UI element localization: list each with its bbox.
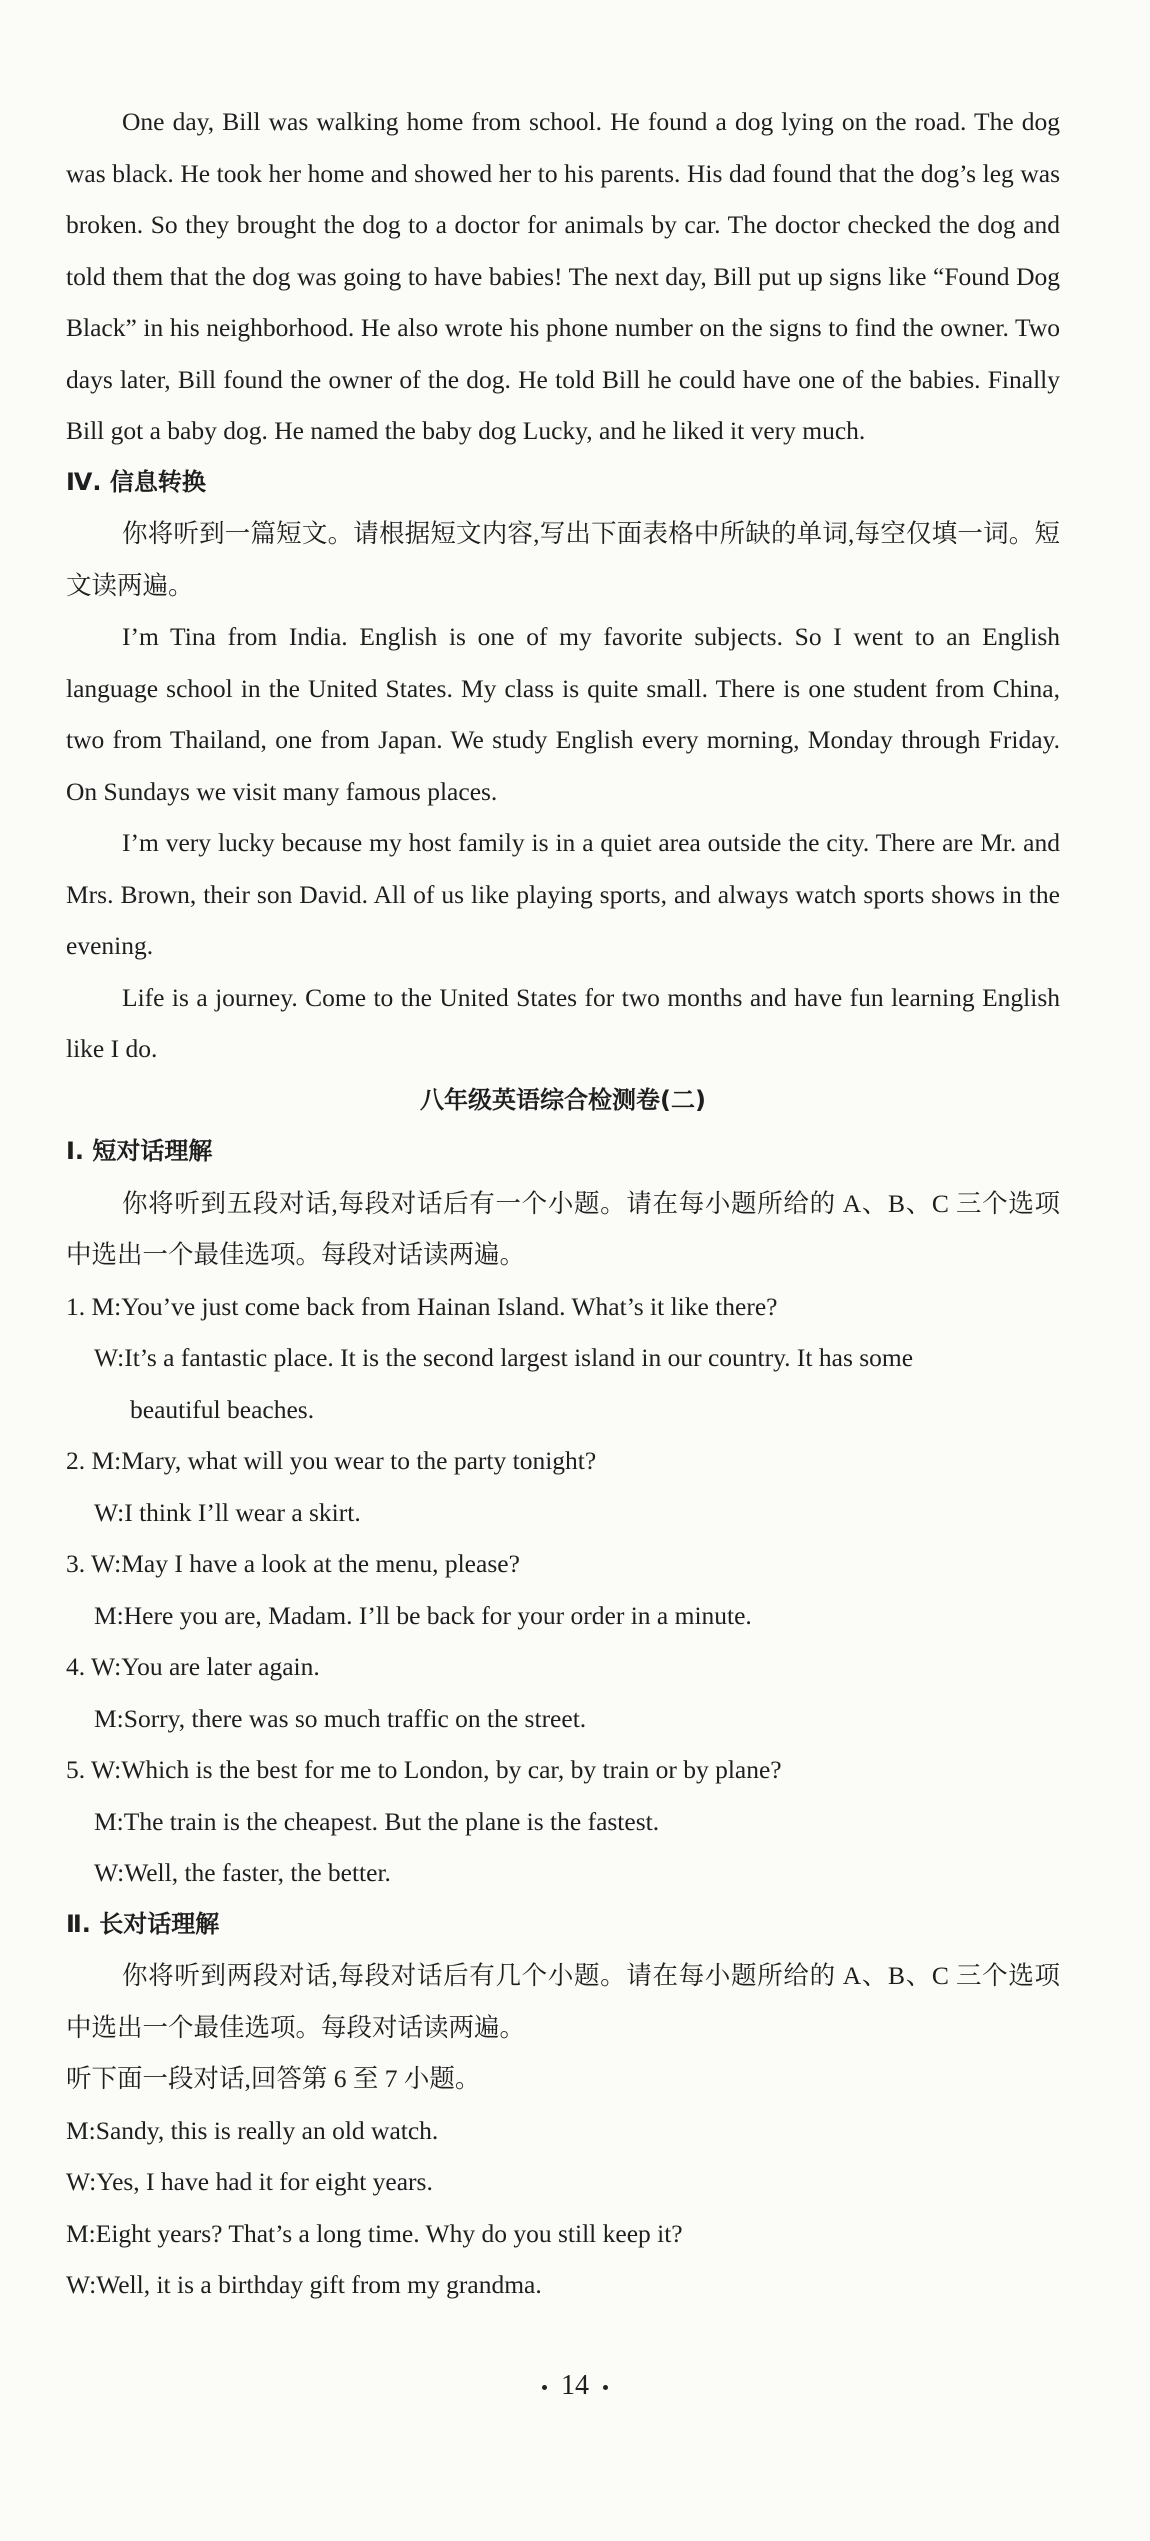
- section-4-instruction: 你将听到一篇短文。请根据短文内容,写出下面表格中所缺的单词,每空仅填一词。短文读两遍。: [66, 519, 1060, 600]
- dialogue-line: W:I think I’ll wear a skirt.: [94, 1497, 361, 1527]
- dialogue-line: W:Well, the faster, the better.: [94, 1858, 391, 1887]
- dialogue-line: W:Yes, I have had it for eight years.: [66, 2167, 433, 2196]
- content-column: [66, 96, 1060, 2311]
- section-2-instruction: 你将听到两段对话,每段对话后有几个小题。请在每小题所给的 A、B、C 三个选项中选出一个最佳选项。每段对话读两遍。: [66, 1961, 1060, 2042]
- dialogue-line: W:Well, it is a birthday gift from my grandma.: [66, 2270, 542, 2299]
- bullet-icon: [542, 2385, 547, 2390]
- dialogue-line: 3. W:May I have a look at the menu, please?: [66, 1549, 520, 1578]
- dialogue-line: M:The train is the cheapest. But the plane is the fastest.: [94, 1806, 660, 1836]
- dialogue-line: M:Sandy, this is really an old watch.: [66, 2115, 439, 2145]
- passage-bill: One day, Bill was walking home from school. He found a dog lying on the road. The dog was black. He took her home and showed her to his parents. His dad found that the dog’s leg was broken. So they brought the dog to a doctor for animals by car. The doctor checked the dog and told them that the dog was going to have babies! The next day, Bill put up signs like “Found Dog Black” in his neighborhood. He also wrote his phone number on the signs to find the owner. Two days later, Bill found the owner of the dog. He told Bill he could have one of the babies. Finally Bill got a baby dog. He named the baby dog Lucky, and he liked it very much.: [66, 107, 1060, 445]
- dialogue-line: M:Eight years? That’s a long time. Why do you still keep it?: [66, 2218, 683, 2248]
- bullet-icon: [603, 2385, 608, 2390]
- page-footer: [0, 2370, 1150, 2402]
- section-1-heading: Ⅰ. 短对话理解: [66, 1137, 213, 1165]
- section-2-heading: Ⅱ. 长对话理解: [66, 1909, 220, 1938]
- tina-paragraph: I’m very lucky because my host family is in a quiet area outside the city. There are Mr. and Mrs. Brown, their son David. All of us like playing sports, and always watch sports shows in the evening.: [66, 828, 1060, 960]
- tina-paragraph: I’m Tina from India. English is one of my favorite subjects. So I went to an English language school in the United States. My class is quite small. There is one student from China, two from Thailand, one from Japan. We study English every morning, Monday through Friday. On Sundays we visit many famous places.: [66, 622, 1060, 806]
- dialogue-line: 5. W:Which is the best for me to London, by car, by train or by plane?: [66, 1755, 782, 1784]
- dialogue-line: W:It’s a fantastic place. It is the second largest island in our country. It has some: [94, 1343, 914, 1372]
- dialogue-line: beautiful beaches.: [130, 1394, 315, 1424]
- dialogue-line: M:Sorry, there was so much traffic on the street.: [94, 1703, 587, 1733]
- dialogue-line: 1. M:You’ve just come back from Hainan Island. What’s it like there?: [66, 1291, 778, 1321]
- dialogue-line: 2. M:Mary, what will you wear to the party tonight?: [66, 1446, 597, 1475]
- tina-paragraph: Life is a journey. Come to the United States for two months and have fun learning English like I do.: [66, 982, 1060, 1063]
- page-number: 14: [561, 2370, 589, 2401]
- test-title: 八年级英语综合检测卷(二): [420, 1085, 706, 1114]
- dialogue-line: 4. W:You are later again.: [66, 1652, 320, 1681]
- section-2-prompt: 听下面一段对话,回答第 6 至 7 小题。: [66, 2064, 481, 2093]
- dialogue-line: M:Here you are, Madam. I’ll be back for your order in a minute.: [94, 1600, 752, 1630]
- section-4-heading: Ⅳ. 信息转换: [66, 467, 206, 496]
- section-1-instruction: 你将听到五段对话,每段对话后有一个小题。请在每小题所给的 A、B、C 三个选项中选出一个最佳选项。每段对话读两遍。: [66, 1188, 1060, 1269]
